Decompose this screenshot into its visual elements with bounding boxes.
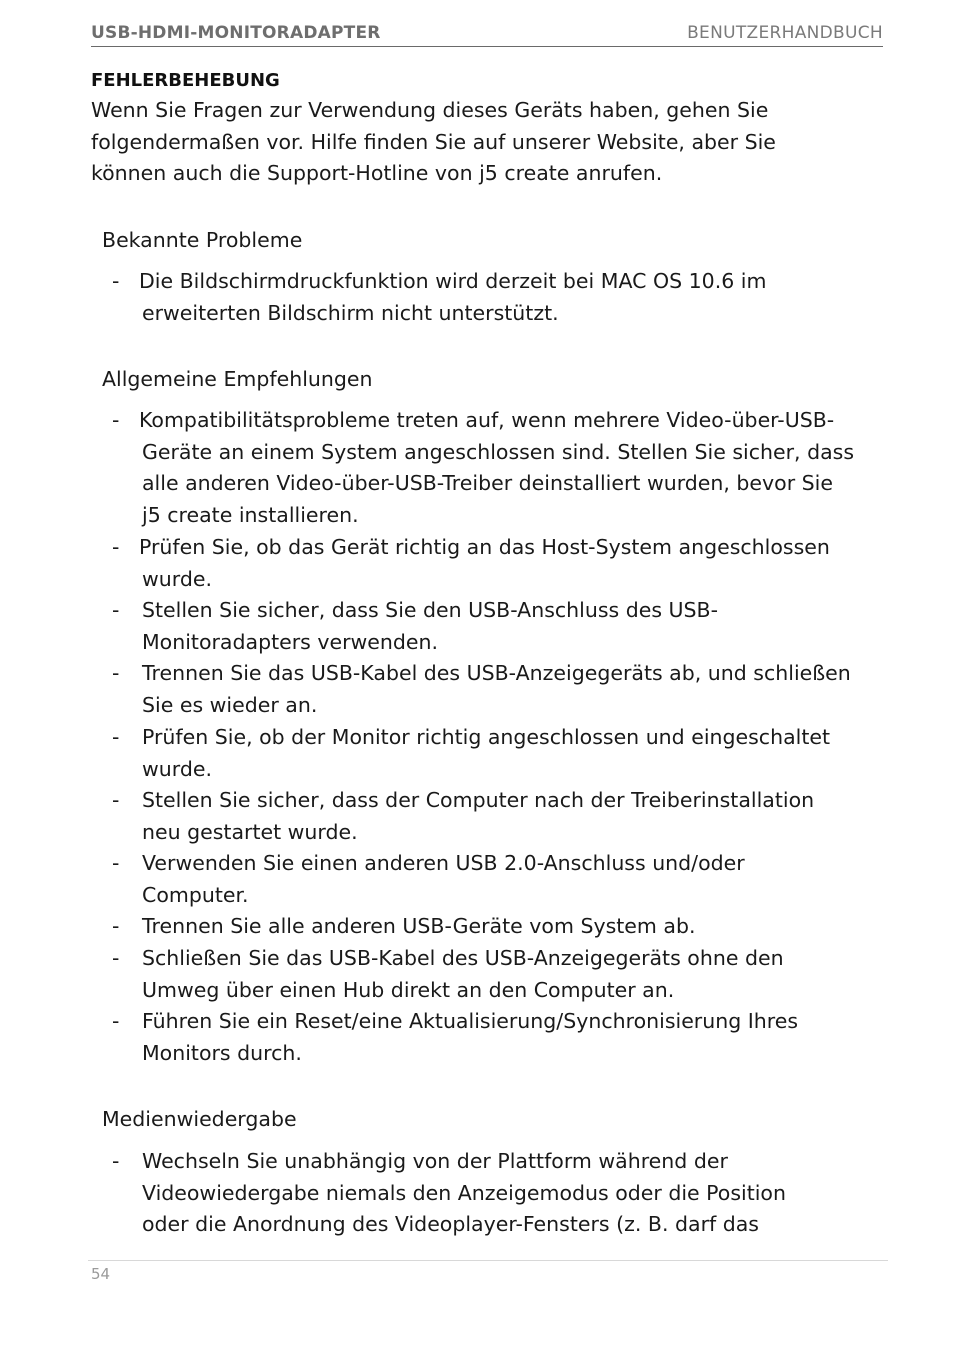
list-item-line: Prüfen Sie, ob das Gerät richtig an das Host-System angeschlossen — [139, 535, 830, 559]
list-item-line: erweiterten Bildschirm nicht unterstützt. — [142, 300, 559, 325]
list-item-line: Computer. — [142, 882, 249, 907]
list-dash: - — [112, 269, 120, 293]
list-dash: - — [112, 946, 120, 970]
list-dash: - — [112, 408, 120, 432]
list-item-line: Trennen Sie das USB-Kabel des USB-Anzeigegeräts ab, und schließen — [142, 661, 851, 685]
list-item-line: wurde. — [142, 566, 212, 591]
list-item — [112, 722, 830, 785]
list-item-line: oder die Anordnung des Videoplayer-Fensters (z. B. darf das — [142, 1212, 759, 1237]
list-item — [112, 658, 851, 721]
list-item — [112, 532, 830, 595]
list-item-line: neu gestartet wurde. — [142, 819, 358, 844]
list-item-line: Schließen Sie das USB-Kabel des USB-Anzeigegeräts ohne den — [142, 946, 784, 970]
list-item-line: Videowiedergabe niemals den Anzeigemodus oder die Position — [142, 1180, 786, 1205]
list-item-line: Stellen Sie sicher, dass Sie den USB-Anschluss des USB- — [142, 598, 719, 622]
list-item-line: Wechseln Sie unabhängig von der Plattform während der — [142, 1149, 728, 1173]
list-item-line: Kompatibilitätsprobleme treten auf, wenn mehrere Video-über-USB- — [139, 408, 835, 432]
list-dash: - — [112, 661, 120, 685]
list-item-line: Führen Sie ein Reset/eine Aktualisierung/Synchronisierung Ihres — [142, 1009, 799, 1033]
list-item-line: Verwenden Sie einen anderen USB 2.0-Anschluss und/oder — [142, 851, 745, 875]
list-item — [112, 405, 854, 532]
list-item-line: Geräte an einem System angeschlossen sind. Stellen Sie sicher, dass — [142, 439, 855, 464]
header-product-name: USB-HDMI-MONITORADAPTER — [91, 23, 381, 43]
list-dash: - — [112, 1149, 120, 1173]
intro-paragraph — [91, 95, 891, 190]
list-dash: - — [112, 725, 120, 749]
page-number: 54 — [91, 1265, 111, 1283]
list-item-line: Sie es wieder an. — [142, 692, 318, 717]
intro-line: Wenn Sie Fragen zur Verwendung dieses Geräts haben, gehen Sie — [91, 98, 769, 122]
list-item — [112, 1146, 786, 1241]
list-item-line: Prüfen Sie, ob der Monitor richtig angeschlossen und eingeschaltet — [142, 725, 831, 749]
list-item-line: j5 create installieren. — [142, 503, 359, 528]
section-title: FEHLERBEHEBUNG — [91, 70, 280, 91]
list-item-line: Monitors durch. — [142, 1040, 302, 1065]
list-item-line: Stellen Sie sicher, dass der Computer nach der Treiberinstallation — [142, 788, 815, 812]
list-item-line: Trennen Sie alle anderen USB-Geräte vom System ab. — [142, 914, 696, 938]
intro-line: können auch die Support-Hotline von j5 create anrufen. — [91, 161, 663, 185]
list-item — [112, 266, 766, 329]
list-dash: - — [112, 598, 120, 622]
list-dash: - — [112, 851, 120, 875]
header-manual-title: BENUTZERHANDBUCH — [687, 23, 883, 43]
list-item — [112, 943, 784, 1006]
list-dash: - — [112, 1009, 120, 1033]
list-item-line: alle anderen Video-über-USB-Treiber deinstalliert wurden, bevor Sie — [142, 471, 833, 496]
media-playback-heading: Medienwiedergabe — [102, 1107, 297, 1131]
list-item — [112, 595, 718, 658]
list-item-line: Umweg über einen Hub direkt an den Computer an. — [142, 977, 675, 1002]
footer-divider — [88, 1260, 888, 1261]
list-item — [112, 848, 745, 911]
general-recommendations-heading: Allgemeine Empfehlungen — [102, 367, 373, 391]
list-dash: - — [112, 535, 120, 559]
list-item — [112, 911, 696, 943]
list-dash: - — [112, 788, 120, 812]
known-issues-heading: Bekannte Probleme — [102, 228, 303, 252]
list-item-line: Die Bildschirmdruckfunktion wird derzeit bei MAC OS 10.6 im — [139, 269, 767, 293]
list-item — [112, 785, 814, 848]
list-item-line: wurde. — [142, 756, 212, 781]
list-dash: - — [112, 914, 120, 938]
list-item — [112, 1006, 798, 1069]
intro-line: folgendermaßen vor. Hilfe finden Sie auf unserer Website, aber Sie — [91, 129, 776, 154]
list-item-line: Monitoradapters verwenden. — [142, 629, 439, 654]
page-header — [91, 20, 883, 47]
